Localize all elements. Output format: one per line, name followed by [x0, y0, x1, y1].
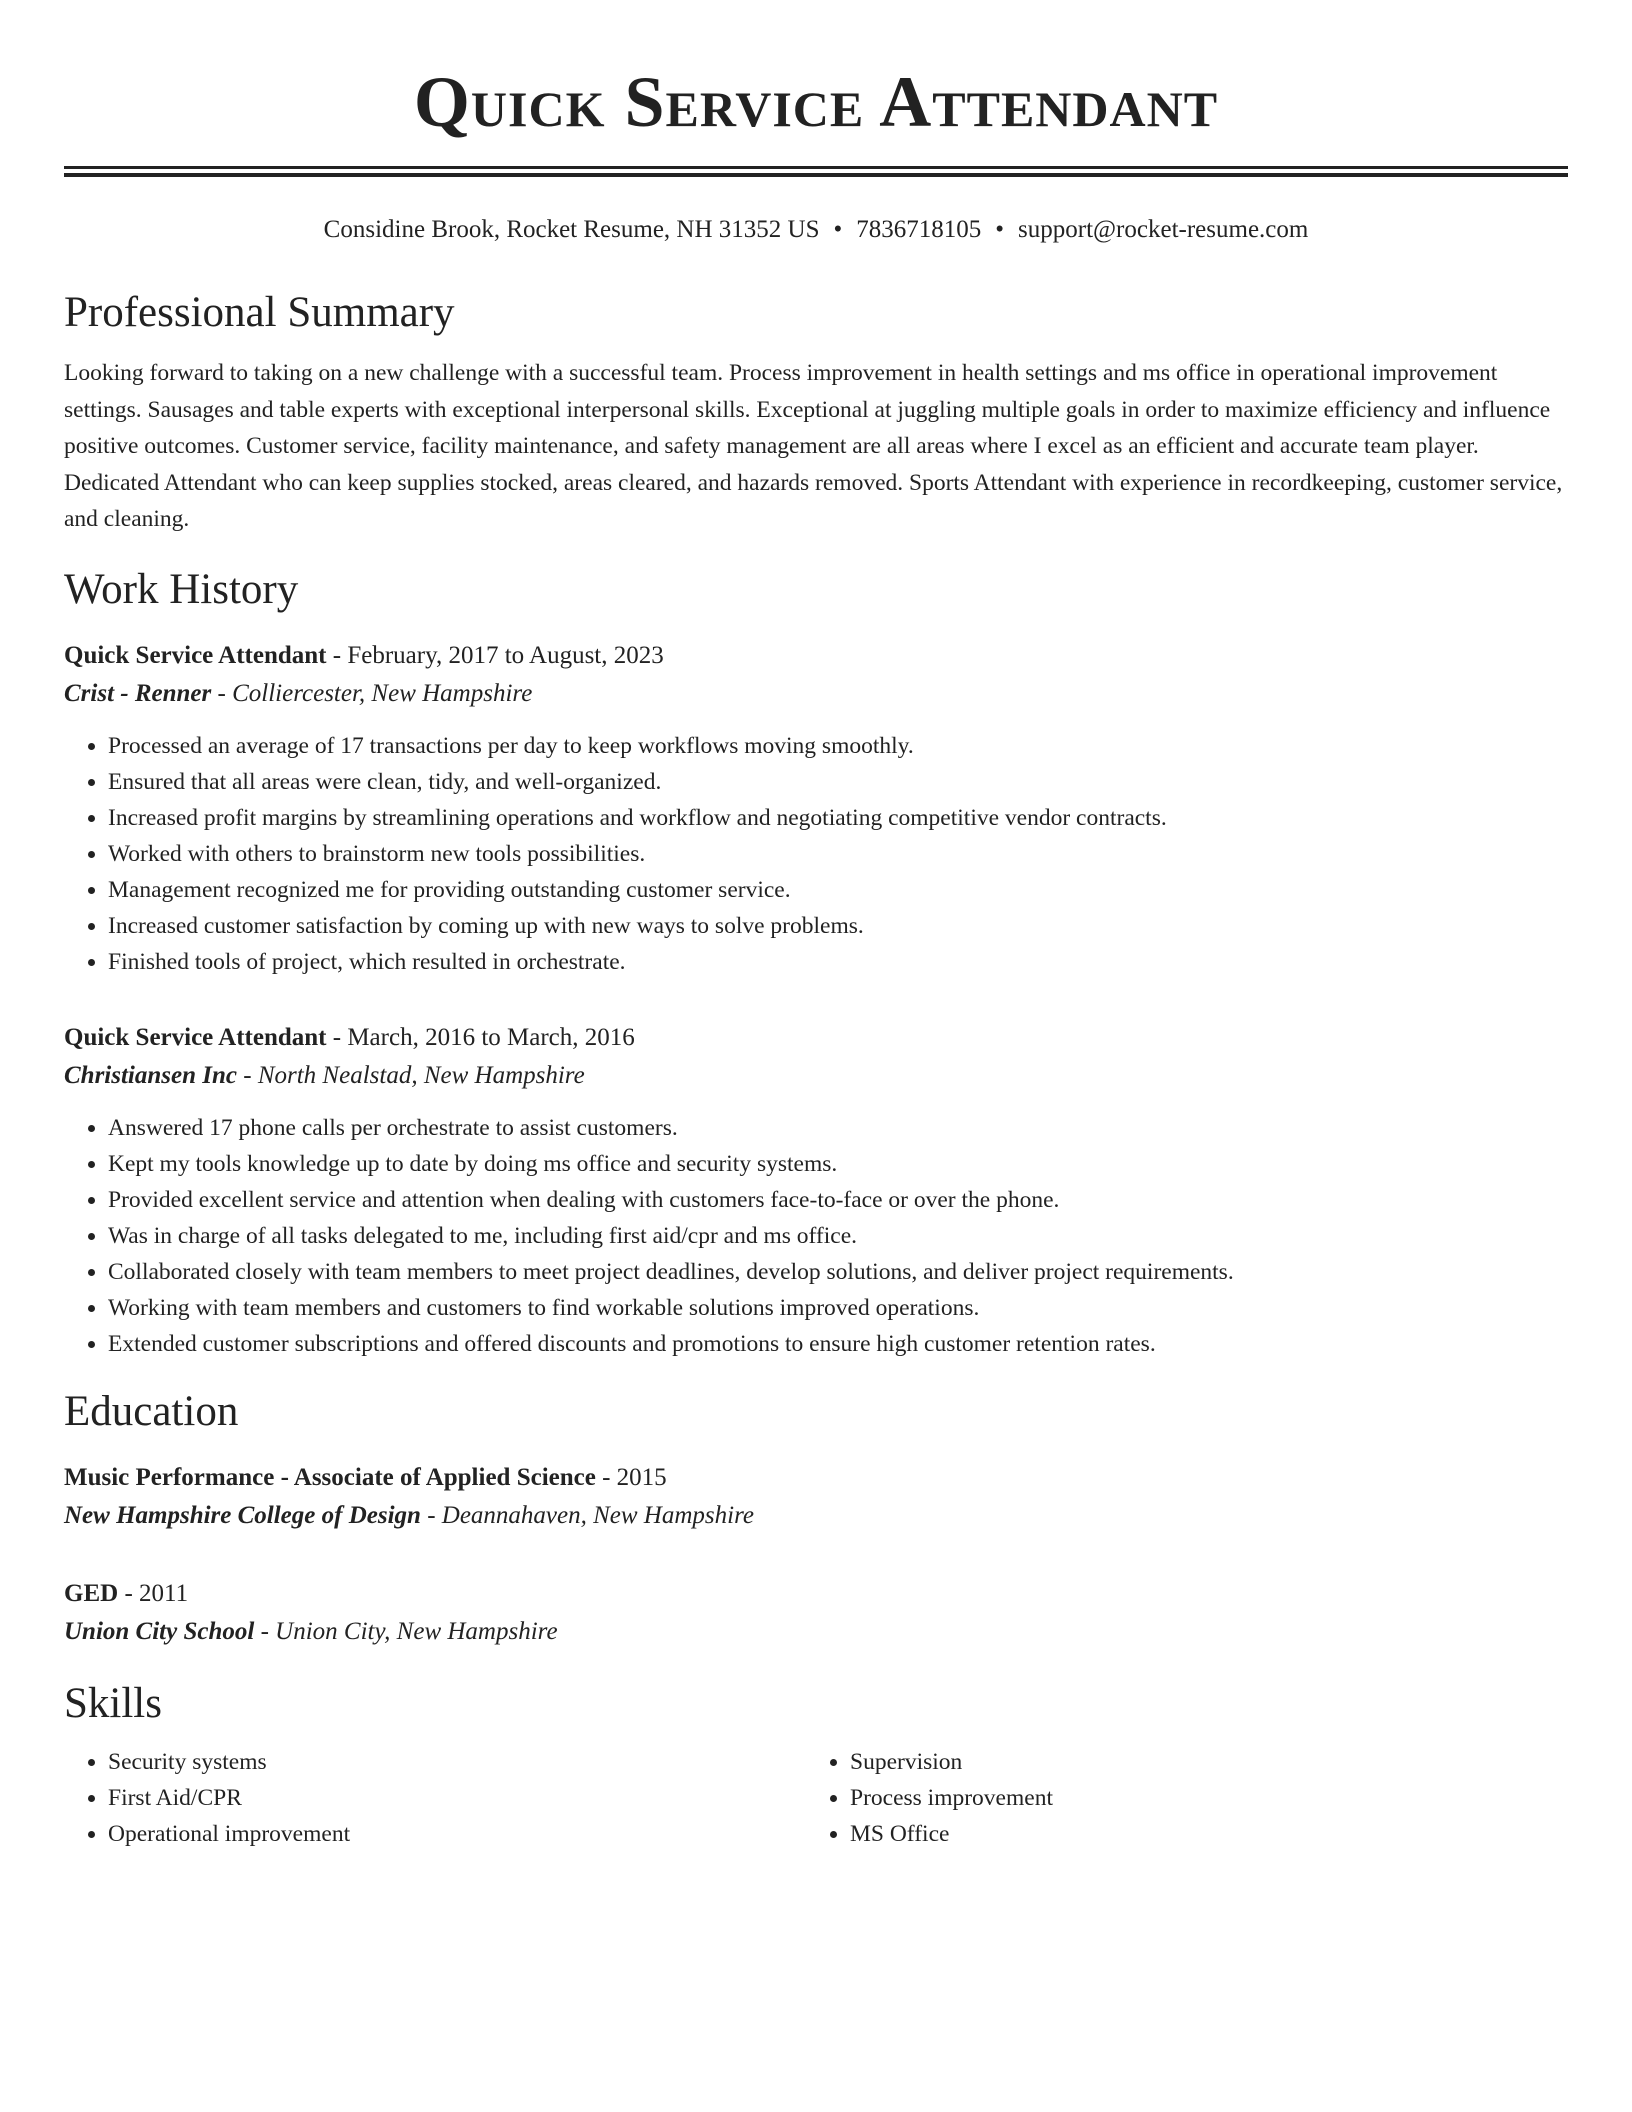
candidate-name: Quick Service Attendant	[413, 62, 1219, 142]
skills-heading: Skills	[64, 1679, 162, 1727]
skills-list-left	[64, 1744, 806, 1852]
job-employer: Crist - Renner	[64, 679, 212, 707]
school-name: New Hampshire College of Design	[64, 1501, 421, 1529]
job-duties-list	[64, 1110, 1568, 1362]
degree-year: - 2015	[595, 1463, 667, 1491]
school-line	[64, 1496, 1568, 1536]
job-location: - North Nealstad, New Hampshire	[237, 1061, 585, 1089]
job-title-line	[64, 1020, 1568, 1056]
skill-item: • Security systems	[108, 1744, 806, 1780]
job-position: Quick Service Attendant	[64, 1023, 327, 1051]
job-location: - Colliercester, New Hampshire	[211, 679, 533, 707]
skills-list-right	[806, 1744, 1548, 1852]
job-employer: Christiansen Inc	[64, 1061, 237, 1089]
contact-phone: 7836718105	[856, 216, 982, 243]
contact-email: support@rocket-resume.com	[1018, 216, 1309, 243]
degree-name: Music Performance - Associate of Applied Science	[64, 1463, 596, 1491]
job-entry	[64, 638, 1568, 980]
skill-item: • Process improvement	[850, 1780, 1548, 1816]
school-location: - Union City, New Hampshire	[254, 1617, 558, 1645]
list-item: • Ensured that all areas were clean, tidy, and well-organized.	[108, 764, 1568, 800]
list-item: • Increased customer satisfaction by coming up with new ways to solve problems.	[108, 908, 1568, 944]
contact-line	[64, 213, 1568, 247]
job-entry	[64, 1020, 1568, 1362]
degree-year: - 2011	[118, 1579, 189, 1607]
education-entry	[64, 1576, 1568, 1652]
job-employer-line	[64, 1056, 1568, 1096]
job-title-line	[64, 638, 1568, 674]
job-duties-list	[64, 728, 1568, 980]
degree-line	[64, 1576, 1568, 1612]
list-item: • Working with team members and customers to find workable solutions improved operations.	[108, 1290, 1568, 1326]
skill-item: • First Aid/CPR	[108, 1780, 806, 1816]
list-item: • Answered 17 phone calls per orchestrate to assist customers.	[108, 1110, 1568, 1146]
contact-address: Considine Brook, Rocket Resume, NH 31352 US	[323, 216, 820, 243]
list-item: • Management recognized me for providing outstanding customer service.	[108, 872, 1568, 908]
list-item: • Finished tools of project, which resulted in orchestrate.	[108, 944, 1568, 980]
job-dates: - March, 2016 to March, 2016	[326, 1023, 635, 1051]
job-position: Quick Service Attendant	[64, 641, 327, 669]
education-entry	[64, 1460, 1568, 1536]
list-item: • Kept my tools knowledge up to date by doing ms office and security systems.	[108, 1146, 1568, 1182]
skill-item: • MS Office	[850, 1816, 1548, 1852]
list-item: • Was in charge of all tasks delegated to me, including first aid/cpr and ms office.	[108, 1218, 1568, 1254]
header-divider	[64, 166, 1568, 177]
skills-columns	[64, 1744, 1568, 1852]
skill-item: • Operational improvement	[108, 1816, 806, 1852]
list-item: • Provided excellent service and attention when dealing with customers face-to-face or over the phone.	[108, 1182, 1568, 1218]
list-item: • Increased profit margins by streamlining operations and workflow and negotiating competitive vendor contracts.	[108, 800, 1568, 836]
job-employer-line	[64, 674, 1568, 714]
contact-separator: •	[995, 216, 1005, 243]
skill-item: • Supervision	[850, 1744, 1548, 1780]
school-name: Union City School	[64, 1617, 255, 1645]
school-location: - Deannahaven, New Hampshire	[420, 1501, 754, 1529]
education-heading: Education	[64, 1387, 239, 1435]
job-dates: - February, 2017 to August, 2023	[326, 641, 664, 669]
work-history-heading: Work History	[64, 565, 299, 613]
contact-separator: •	[833, 216, 843, 243]
list-item: • Extended customer subscriptions and offered discounts and promotions to ensure high customer retention rates.	[108, 1326, 1568, 1362]
school-line	[64, 1612, 1568, 1652]
summary-heading: Professional Summary	[64, 289, 455, 336]
degree-line	[64, 1460, 1568, 1496]
list-item: • Collaborated closely with team members to meet project deadlines, develop solutions, and deliver project requirements.	[108, 1254, 1568, 1290]
list-item: • Processed an average of 17 transactions per day to keep workflows moving smoothly.	[108, 728, 1568, 764]
list-item: • Worked with others to brainstorm new tools possibilities.	[108, 836, 1568, 872]
summary-text: Looking forward to taking on a new challenge with a successful team. Process improvement in health settings and ms office in operational improvement settings. Sausages and table experts with exceptional interpersonal skills. Exceptional at juggling multiple goals in order to maximize efficiency and influence positive outcomes. Customer service, facility maintenance, and safety management are all areas where I excel as an efficient and accurate team player. Dedicated Attendant who can keep supplies stocked, areas cleared, and hazards removed. Sports Attendant with experience in recordkeeping, customer service, and cleaning.	[64, 360, 1563, 532]
degree-name: GED	[64, 1579, 119, 1607]
